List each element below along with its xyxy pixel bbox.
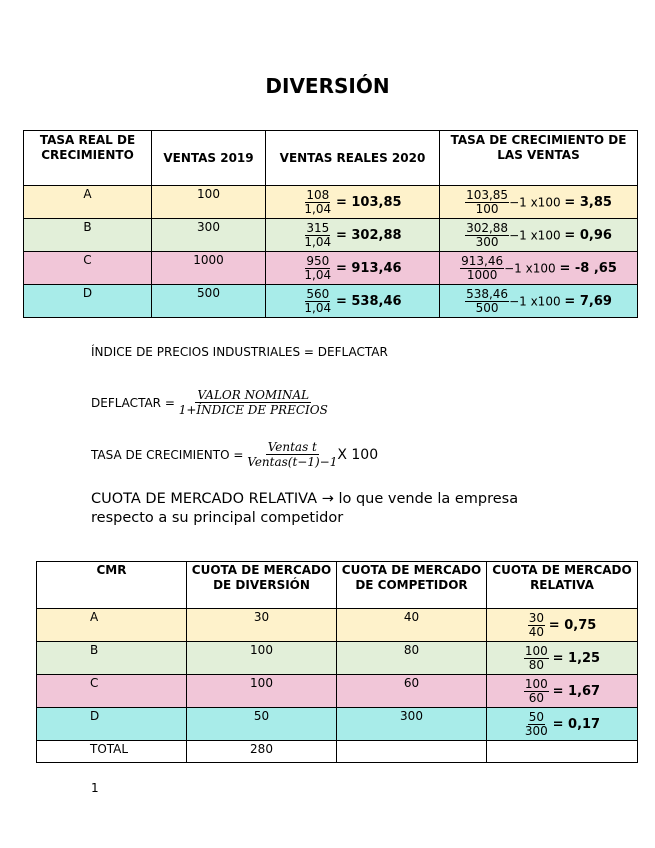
tasa-crecimiento-formula: $\frac{302,88}{300}$ −1 x100 = 0,96: [440, 219, 638, 252]
formula-tail: −1 x100: [509, 228, 561, 242]
cuota-competidor-value: 40: [337, 609, 487, 642]
header-tasa-crecimiento: TASA DE CRECIMIENTO DE LAS VENTAS: [440, 131, 638, 186]
ventas-2019-value: 500: [152, 285, 266, 318]
fraction-denominator: 300: [524, 723, 548, 738]
fraction-denominator: 1,04: [304, 267, 332, 282]
deflactar-denominator: 1+ÍNDICE DE PRECIOS: [178, 403, 328, 417]
total-empty-cell: [337, 741, 487, 763]
table-row: [24, 186, 638, 219]
formula-tail: −1 x100: [509, 195, 561, 209]
ventas-reales-result: 913,46: [351, 260, 402, 276]
formula-tail: −1 x100: [509, 294, 561, 308]
ventas-reales-result: 302,88: [351, 227, 402, 243]
tasa-crecimiento-result: -8 ,65: [574, 260, 617, 276]
fraction-numerator: 103,85: [466, 187, 509, 202]
row-label: B: [37, 642, 187, 675]
deflactar-formula: [91, 388, 328, 417]
fraction-numerator: 108: [306, 187, 330, 202]
cuota-diversion-value: 100: [187, 675, 337, 708]
table-row: [24, 219, 638, 252]
fraction-denominator: 1000: [466, 267, 498, 282]
row-label: C: [37, 675, 187, 708]
ventas-reales-formula: $\frac{950}{1,04}$ = 913,46: [266, 252, 440, 285]
ventas-reales-formula: $\frac{315}{1,04}$ = 302,88: [266, 219, 440, 252]
fraction-numerator: 560: [306, 286, 330, 301]
fraction-denominator: 1,04: [304, 234, 332, 249]
table-row: [24, 252, 638, 285]
total-label: TOTAL: [37, 741, 187, 763]
fraction-denominator: 40: [528, 624, 544, 639]
tasa-crecimiento-result: 7,69: [579, 293, 612, 309]
cuota-note: [91, 490, 518, 528]
fraction-denominator: 100: [475, 201, 499, 216]
table-row: [37, 675, 638, 708]
cmr-table: [36, 561, 638, 763]
cuota-relativa-formula: $\frac{100}{60}$ = 1,67: [487, 675, 638, 708]
tasa-numerator: Ventas t: [267, 440, 317, 454]
cuota-relativa-formula: $\frac{50}{300}$ = 0,17: [487, 708, 638, 741]
ventas-2019-value: 1000: [152, 252, 266, 285]
cuota-relativa-result: 0,75: [564, 617, 597, 633]
fraction-numerator: 950: [306, 253, 330, 268]
page-number: 1: [91, 781, 99, 795]
fraction-numerator: 538,46: [466, 286, 509, 301]
header-ventas-reales-2020: VENTAS REALES 2020: [266, 131, 440, 186]
tasa-crecimiento-formula: $\frac{538,46}{500}$ −1 x100 = 7,69: [440, 285, 638, 318]
header-cuota-diversion: CUOTA DE MERCADO DE DIVERSIÓN: [187, 562, 337, 609]
tasa-crecimiento-formula: $\frac{103,85}{100}$ −1 x100 = 3,85: [440, 186, 638, 219]
formula-tail: −1 x100: [504, 261, 556, 275]
ventas-reales-result: 103,85: [351, 194, 402, 210]
total-empty-cell: [487, 741, 638, 763]
fraction-denominator: 300: [475, 234, 499, 249]
table-row: [37, 708, 638, 741]
row-label: A: [24, 186, 152, 219]
tasa-label: TASA DE CRECIMIENTO =: [91, 447, 244, 462]
table-row: [37, 609, 638, 642]
cuota-line-2: respecto a su principal competidor: [91, 510, 344, 526]
ventas-reales-result: 538,46: [351, 293, 402, 309]
ventas-reales-formula: $\frac{108}{1,04}$ = 103,85: [266, 186, 440, 219]
cuota-relativa-formula: $\frac{30}{40}$ = 0,75: [487, 609, 638, 642]
header-cmr: CMR: [37, 562, 187, 609]
fraction-numerator: 913,46: [461, 253, 504, 268]
ventas-reales-formula: $\frac{560}{1,04}$ = 538,46: [266, 285, 440, 318]
header-tasa-real: TASA REAL DE CRECIMIENTO: [24, 131, 152, 186]
row-label: B: [24, 219, 152, 252]
ventas-2019-value: 100: [152, 186, 266, 219]
row-label: D: [37, 708, 187, 741]
tasa-crecimiento-result: 3,85: [579, 194, 612, 210]
fraction-numerator: 315: [306, 220, 330, 235]
fraction-denominator: 500: [475, 300, 499, 315]
tasa-denominator: Ventas(t−1)−1: [247, 455, 338, 469]
total-value: 280: [187, 741, 337, 763]
fraction-denominator: 80: [528, 657, 544, 672]
table-header-row: [24, 131, 638, 186]
row-label: C: [24, 252, 152, 285]
deflactar-label: DEFLACTAR =: [91, 395, 175, 410]
cuota-competidor-value: 80: [337, 642, 487, 675]
cuota-relativa-result: 1,25: [568, 650, 601, 666]
deflactar-numerator: VALOR NOMINAL: [197, 388, 310, 402]
table-header-row: [37, 562, 638, 609]
fraction-numerator: 100: [524, 676, 548, 691]
table-row: [37, 642, 638, 675]
cuota-diversion-value: 50: [187, 708, 337, 741]
cuota-relativa-result: 1,67: [568, 683, 601, 699]
tasa-crecimiento-result: 0,96: [579, 227, 612, 243]
row-label: A: [37, 609, 187, 642]
growth-table: [23, 130, 638, 318]
cuota-diversion-value: 30: [187, 609, 337, 642]
cuota-competidor-value: 300: [337, 708, 487, 741]
tasa-tail: X 100: [337, 446, 379, 463]
fraction-numerator: 100: [524, 643, 548, 658]
tasa-formula: [91, 440, 378, 469]
ventas-2019-value: 300: [152, 219, 266, 252]
total-row: [37, 741, 638, 763]
cuota-relativa-formula: $\frac{100}{80}$ = 1,25: [487, 642, 638, 675]
fraction-numerator: 30: [528, 610, 544, 625]
cuota-competidor-value: 60: [337, 675, 487, 708]
table-row: [24, 285, 638, 318]
fraction-numerator: 302,88: [466, 220, 509, 235]
header-cuota-relativa: CUOTA DE MERCADO RELATIVA: [487, 562, 638, 609]
indice-note: ÍNDICE DE PRECIOS INDUSTRIALES = DEFLACTAR: [91, 345, 388, 359]
fraction-denominator: 1,04: [304, 300, 332, 315]
fraction-denominator: 1,04: [304, 201, 332, 216]
tasa-crecimiento-formula: $\frac{913,46}{1000}$ −1 x100 = -8 ,65: [440, 252, 638, 285]
fraction-denominator: 60: [528, 690, 544, 705]
cuota-line-1: CUOTA DE MERCADO RELATIVA → lo que vende la empresa: [91, 491, 519, 507]
row-label: D: [24, 285, 152, 318]
fraction-numerator: 50: [528, 709, 544, 724]
header-cuota-competidor: CUOTA DE MERCADO DE COMPETIDOR: [337, 562, 487, 609]
header-ventas-2019: VENTAS 2019: [152, 131, 266, 186]
page-title: DIVERSIÓN: [265, 74, 390, 98]
cuota-relativa-result: 0,17: [568, 716, 601, 732]
cuota-diversion-value: 100: [187, 642, 337, 675]
